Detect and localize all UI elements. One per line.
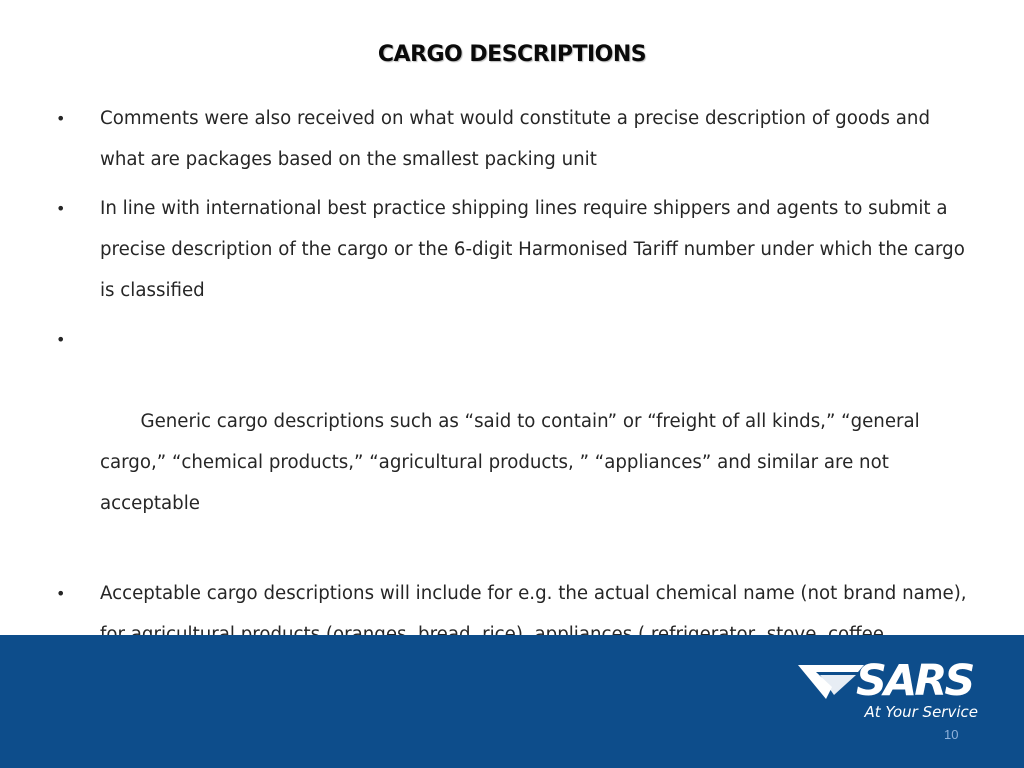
slide-title: CARGO DESCRIPTIONS (377, 42, 647, 67)
bullet-dot-icon: • (56, 109, 66, 128)
bullet-item (56, 98, 976, 180)
bullet-text: Generic cargo descriptions such as “said to contain” or “freight of all kinds,” “general cargo,” “chemical products,” “agricultural products, ” “appliances” and similar are not acceptable (100, 411, 926, 514)
bullet-text: Comments were also received on what would constitute a precise description of goods and what are packages based on the smallest packing unit (100, 108, 930, 170)
bullet-list (56, 98, 976, 704)
bullet-dot-icon: • (56, 199, 66, 218)
sars-logo-text: SARS (856, 656, 973, 706)
bullet-item (56, 188, 976, 311)
bullet-text: Acceptable cargo descriptions will include for e.g. the actual chemical name (not brand name), (100, 583, 967, 604)
page-number: 10 (944, 727, 959, 742)
bullet-text: In line with international best practice shipping lines require shippers and agents to submit a precise description of the cargo or the 6-digit Harmonised Tariff number under which the cargo is classified (100, 198, 965, 301)
sars-logo (798, 656, 982, 723)
sars-logo-icon (798, 663, 864, 703)
tagline: At Your Service (864, 703, 978, 721)
bullet-dot-icon: • (56, 330, 66, 349)
bullet-dot-icon: • (56, 584, 66, 603)
bullet-item (56, 319, 976, 565)
